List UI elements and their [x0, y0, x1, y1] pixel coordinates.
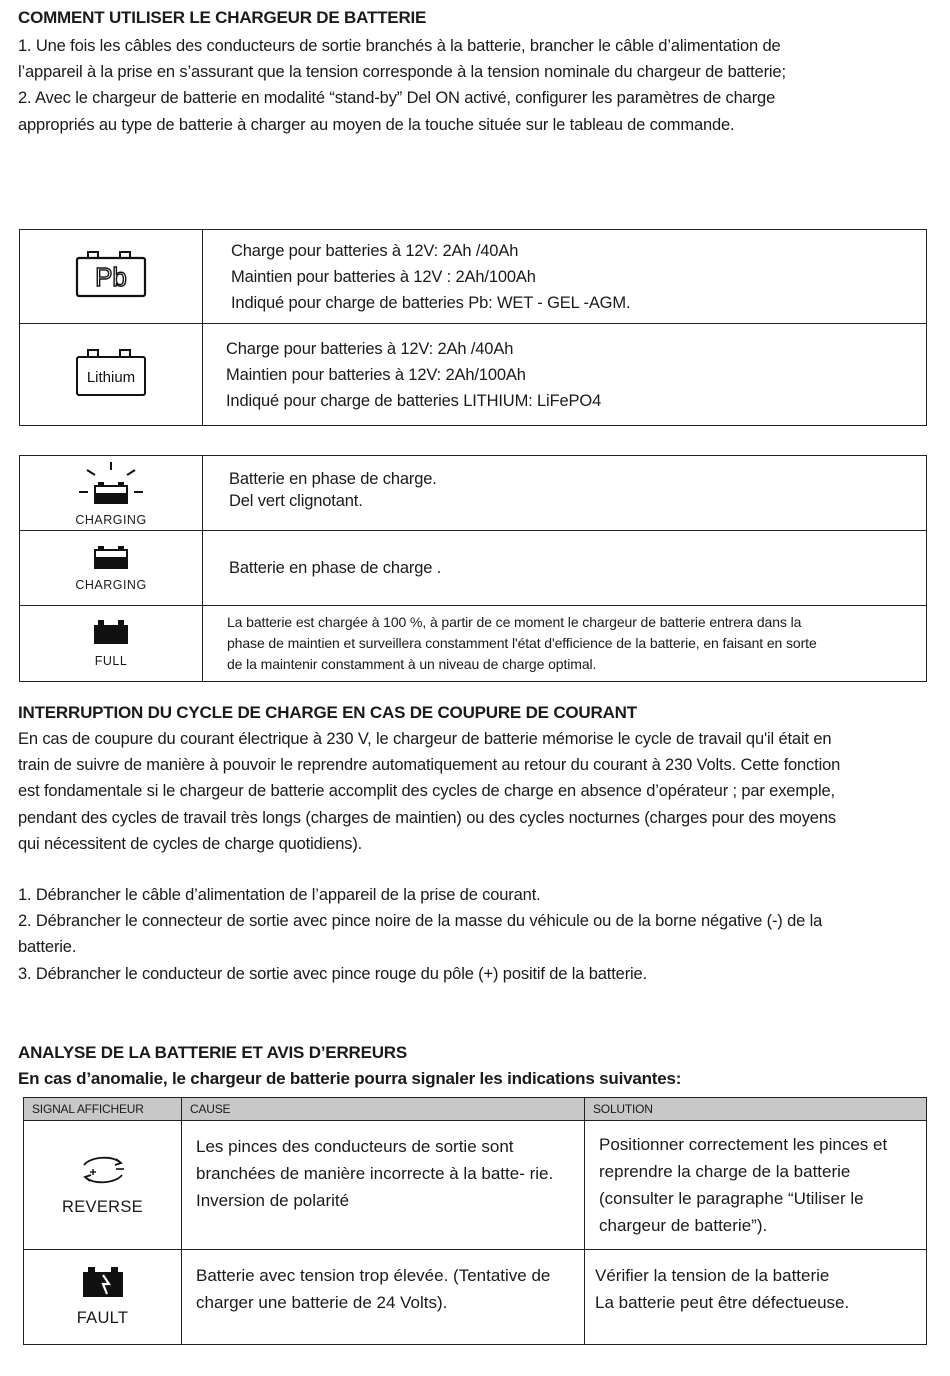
errors-subtitle: En cas d’anomalie, le chargeur de batterie pourra signaler les indications suivantes: [18, 1069, 682, 1088]
signal-caption: FAULT [76, 1309, 129, 1327]
battery-charging-blink-icon [71, 460, 151, 504]
table-row [20, 531, 927, 606]
text-line: l’appareil à la prise en s’assurant que la tension corresponde à la tension nominale du chargeur de batterie; [18, 63, 786, 82]
battery-lithium-description [203, 324, 927, 426]
state-caption: FULL [94, 654, 128, 668]
text-line: 1. Une fois les câbles des conducteurs de sortie branchés à la batterie, brancher le câble d’alimentation de [18, 37, 781, 55]
text-line: branchées de manière incorrecte à la batte- rie. [196, 1164, 554, 1183]
error-cause [182, 1250, 585, 1345]
svg-text:Lithium: Lithium [86, 369, 136, 386]
column-header: SIGNAL AFFICHEUR [24, 1098, 182, 1121]
error-cause [182, 1121, 585, 1250]
table-row [20, 230, 927, 324]
text-line: charger une batterie de 24 Volts). [196, 1293, 448, 1312]
table-row [20, 456, 927, 531]
charge-state-icon-cell [20, 456, 203, 531]
error-solution [585, 1121, 927, 1250]
text-line: qui nécessitent de cycles de charge quotidiens). [18, 834, 363, 853]
interrupt-paragraph [18, 726, 933, 857]
text-line: chargeur de batterie”). [599, 1216, 768, 1235]
charge-state-icon-cell [20, 531, 203, 606]
text-line: Les pinces des conducteurs de sortie sont [196, 1137, 514, 1156]
text-line: (consulter le paragraphe “Utiliser le [599, 1189, 864, 1208]
reverse-polarity-icon [76, 1153, 130, 1187]
charge-state-icon-cell [20, 606, 203, 682]
text-line: 1. Débrancher le câble d’alimentation de l’appareil de la prise de courant. [18, 886, 541, 904]
text-line: reprendre la charge de la batterie [599, 1162, 851, 1181]
table-row [20, 324, 927, 426]
battery-charging-icon [91, 545, 131, 569]
section-title-interrupt: INTERRUPTION DU CYCLE DE CHARGE EN CAS DE COUPURE DE COURANT [18, 703, 637, 722]
charge-state-table [19, 455, 927, 682]
svg-text:Pb: Pb [95, 262, 127, 292]
text-line: Vérifier la tension de la batterie [595, 1266, 830, 1285]
section-title-use: COMMENT UTILISER LE CHARGEUR DE BATTERIE [18, 8, 427, 27]
charge-state-description [203, 456, 927, 531]
text-line: Indiqué pour charge de batteries Pb: WET - GEL -AGM. [231, 293, 631, 312]
battery-mode-table [19, 229, 927, 426]
text-line: est fondamentale si le chargeur de batterie accomplit des cycles de charge en absence d’opérateur ; par exemple, [18, 782, 835, 801]
text-line: train de suivre de manière à pouvoir le reprendre automatiquement au retour du courant à 230 Volts. Cette fonction [18, 756, 841, 775]
text-line: de la maintenir constamment à un niveau de charge optimal. [227, 656, 597, 672]
text-line: Charge pour batteries à 12V: 2Ah /40Ah [231, 241, 519, 260]
section-title-errors: ANALYSE DE LA BATTERIE ET AVIS D’ERREURS [18, 1043, 408, 1062]
text-line: appropriés au type de batterie à charger au moyen de la touche située sur le tableau de commande. [18, 115, 735, 134]
text-line: Del vert clignotant. [229, 492, 363, 510]
column-header: SOLUTION [585, 1098, 927, 1121]
text-line: Batterie en phase de charge . [229, 559, 442, 577]
text-line: Maintien pour batteries à 12V: 2Ah/100Ah [226, 365, 526, 384]
disconnect-steps [18, 882, 933, 987]
table-row [24, 1121, 927, 1250]
state-caption: CHARGING [75, 512, 147, 527]
battery-lithium-icon [20, 324, 203, 426]
text-line: Indiqué pour charge de batteries LITHIUM: LiFePO4 [226, 391, 602, 410]
battery-fault-icon [81, 1266, 125, 1298]
text-line: phase de maintien et surveillera constamment l'état d'efficience de la batterie, en faisant en sorte [227, 635, 817, 651]
text-line: Batterie avec tension trop élevée. (Tentative de [196, 1266, 551, 1285]
text-line: 2. Débrancher le connecteur de sortie avec pince noire de la masse du véhicule ou de la borne négative (-) de la [18, 912, 823, 931]
text-line: Positionner correctement les pinces et [599, 1135, 888, 1154]
use-instructions [18, 33, 933, 138]
text-line: 2. Avec le chargeur de batterie en modalité “stand-by” Del ON activé, configurer les paramètres de charge [18, 89, 776, 108]
error-solution [585, 1250, 927, 1345]
signal-caption: REVERSE [62, 1198, 143, 1216]
text-line: La batterie peut être défectueuse. [595, 1293, 850, 1312]
table-header-row [24, 1098, 927, 1121]
error-signal-cell [24, 1250, 182, 1345]
table-row [24, 1250, 927, 1345]
text-line: Charge pour batteries à 12V: 2Ah /40Ah [226, 339, 514, 358]
text-line: Inversion de polarité [196, 1191, 350, 1210]
text-line: Batterie en phase de charge. [229, 470, 437, 488]
error-table [23, 1097, 927, 1345]
column-header: CAUSE [182, 1098, 585, 1121]
text-line: 3. Débrancher le conducteur de sortie avec pince rouge du pôle (+) positif de la batterie. [18, 964, 648, 983]
text-line: Maintien pour batteries à 12V : 2Ah/100Ah [231, 267, 536, 286]
battery-full-icon [91, 619, 131, 645]
state-caption: CHARGING [75, 577, 147, 592]
charge-state-description [203, 606, 927, 682]
charge-state-description [203, 531, 927, 606]
battery-pb-icon [20, 230, 203, 324]
table-row [20, 606, 927, 682]
battery-pb-description [203, 230, 927, 324]
text-line: La batterie est chargée à 100 %, à partir de ce moment le chargeur de batterie entrera dans la [227, 614, 802, 630]
error-signal-cell [24, 1121, 182, 1250]
text-line: En cas de coupure du courant électrique à 230 V, le chargeur de batterie mémorise le cycle de travail qu'il était en [18, 730, 832, 748]
text-line: pendant des cycles de travail très longs (charges de maintien) ou des cycles nocturnes (charges pour des moyens [18, 808, 836, 827]
text-line: batterie. [18, 938, 77, 957]
